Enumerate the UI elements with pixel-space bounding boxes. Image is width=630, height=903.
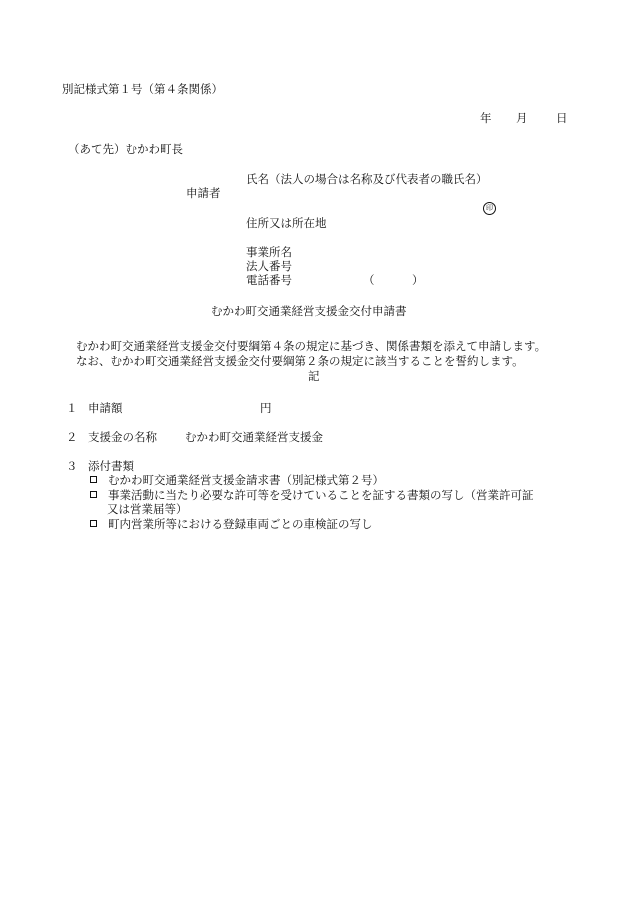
attachment-item — [90, 473, 384, 487]
item-3-number: ３ — [66, 459, 78, 473]
item-1-unit: 円 — [260, 401, 272, 415]
item-1-number: １ — [66, 401, 78, 415]
document-title: むかわ町交通業経営支援金交付申請書 — [211, 304, 407, 318]
attachment-item — [90, 488, 534, 502]
date-day: 日 — [556, 111, 568, 125]
checkbox-icon[interactable] — [90, 520, 97, 527]
attachment-text-1: むかわ町交通業経営支援金請求書（別記様式第２号） — [108, 473, 384, 487]
phone-paren-open: （ — [363, 273, 375, 287]
attachment-item — [90, 517, 373, 531]
body-paragraph-1: むかわ町交通業経営支援金交付要綱第４条の規定に基づき、関係書類を添えて申請します。 — [76, 339, 547, 353]
name-label: 氏名（法人の場合は名称及び代表者の職氏名） — [246, 172, 488, 186]
corporate-number-label: 法人番号 — [246, 259, 292, 273]
item-2-number: ２ — [66, 430, 78, 444]
item-2-label: 支援金の名称 — [88, 430, 157, 444]
office-name-label: 事業所名 — [246, 245, 292, 259]
ki-heading: 記 — [308, 369, 320, 383]
date-month: 月 — [516, 111, 528, 125]
attachment-text-2-continued: 又は営業届等） — [107, 502, 188, 516]
applicant-label: 申請者 — [186, 186, 221, 200]
address-label: 住所又は所在地 — [246, 216, 327, 230]
item-3-label: 添付書類 — [88, 459, 134, 473]
form-label: 別記様式第１号（第４条関係） — [62, 82, 223, 96]
date-line — [480, 111, 568, 125]
date-year: 年 — [480, 111, 492, 125]
body-paragraph-2: なお、むかわ町交通業経営支援金交付要綱第２条の規定に該当することを誓約します。 — [76, 354, 524, 368]
attachment-text-2: 事業活動に当たり必要な許可等を受けていることを証する書類の写し（営業許可証 — [108, 488, 534, 502]
checkbox-icon[interactable] — [90, 476, 97, 483]
item-1-label: 申請額 — [88, 401, 123, 415]
checkbox-icon[interactable] — [90, 491, 97, 498]
phone-number-label: 電話番号 — [246, 273, 292, 287]
item-2-value: むかわ町交通業経営支援金 — [185, 430, 323, 444]
attachment-text-3: 町内営業所等における登録車両ごとの車検証の写し — [108, 517, 373, 531]
addressee: （あて先）むかわ町長 — [68, 142, 183, 156]
seal-mark: 印 — [483, 202, 496, 215]
phone-paren-close: ） — [412, 273, 424, 287]
